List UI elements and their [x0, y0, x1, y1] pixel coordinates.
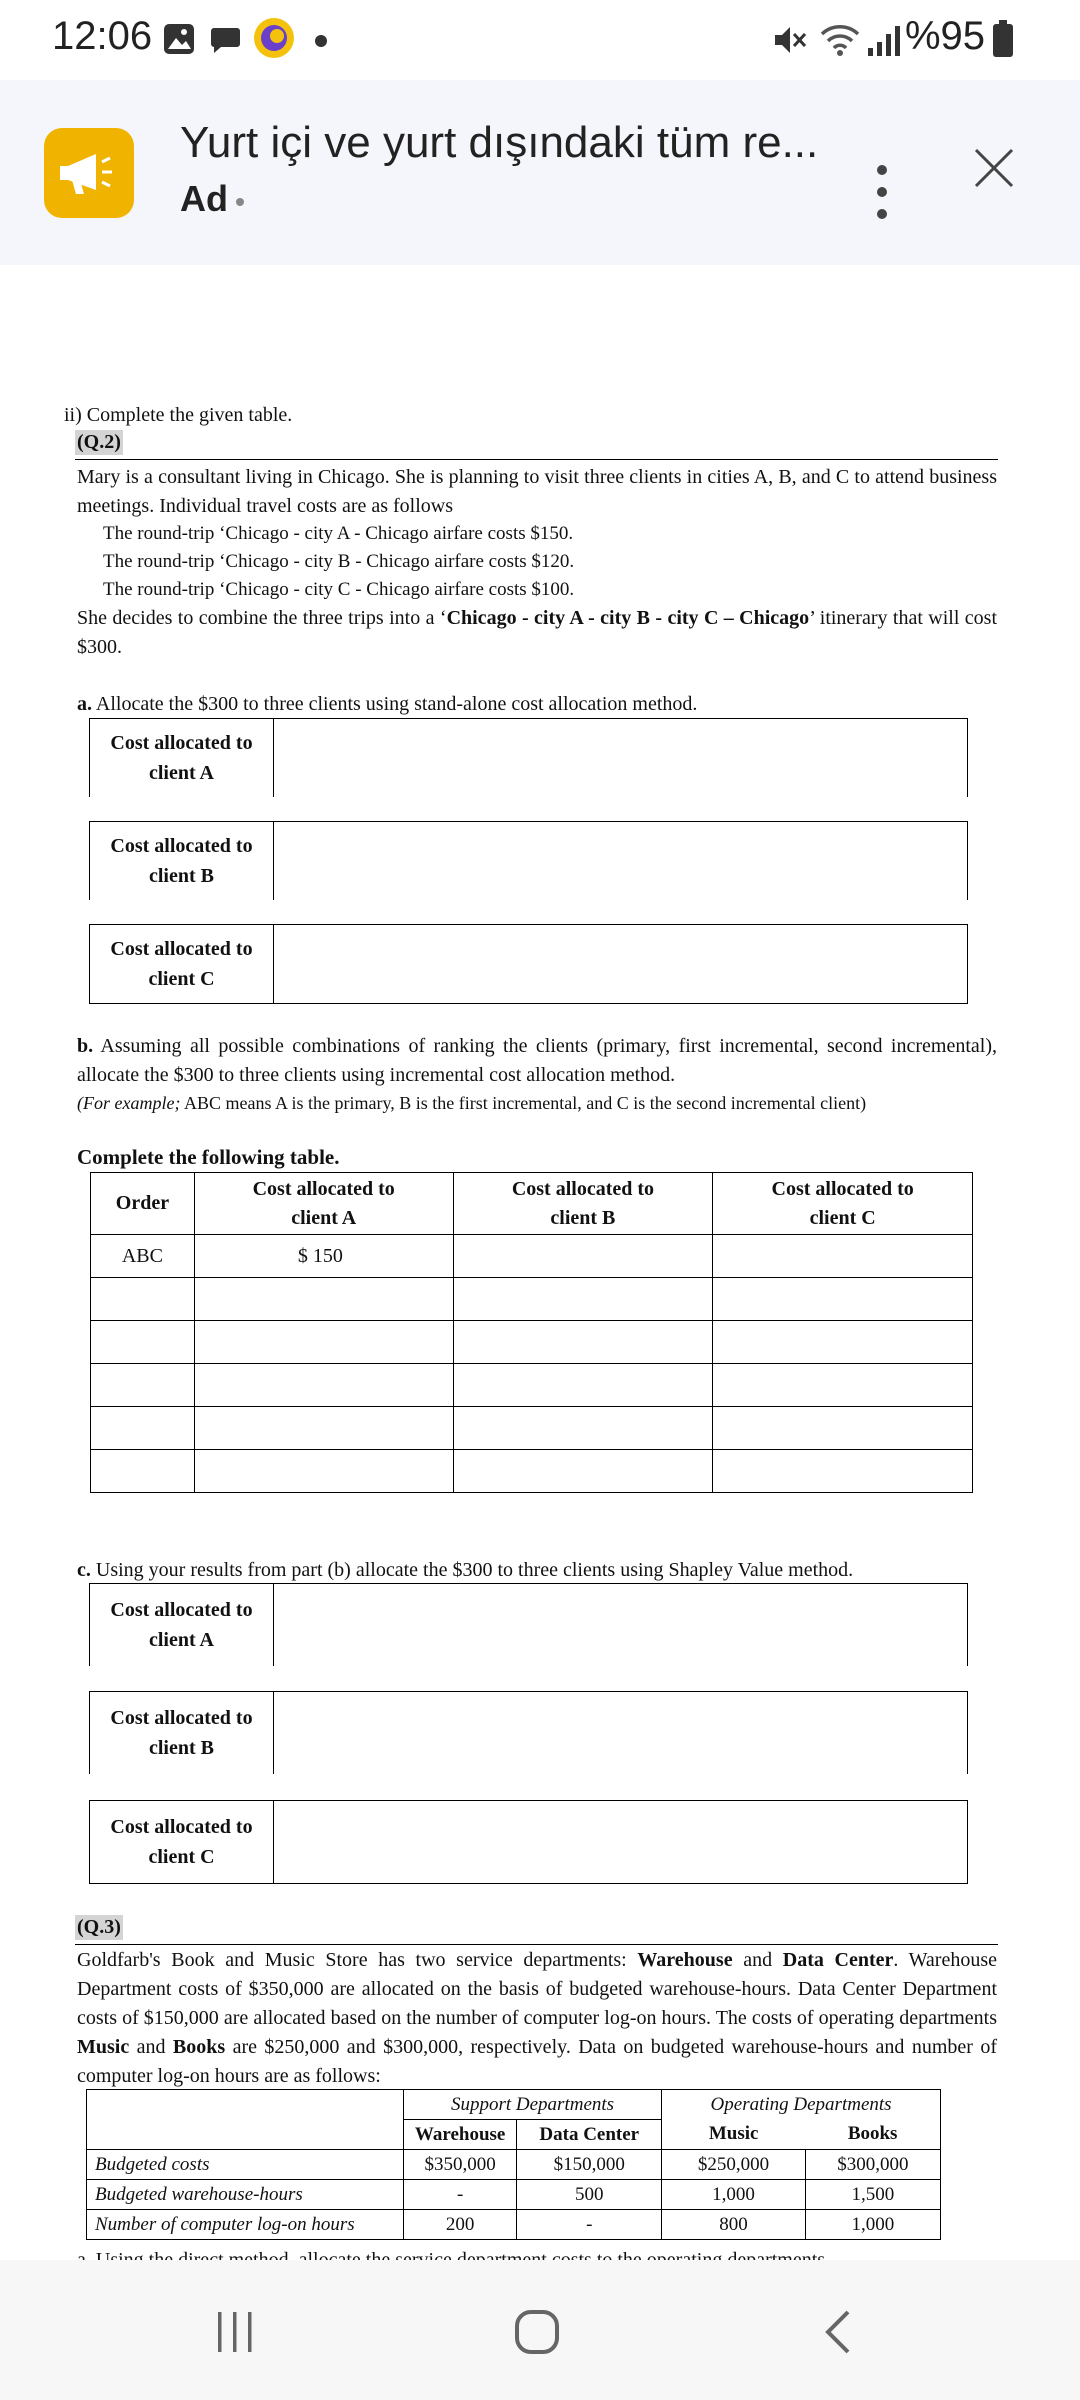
- header-order: Order: [91, 1173, 195, 1235]
- table-cell: 1,000: [662, 2180, 806, 2210]
- table-cell: $150,000: [517, 2150, 662, 2180]
- ad-banner[interactable]: [0, 80, 1080, 266]
- table-cell[interactable]: [91, 1450, 195, 1493]
- battery-icon: [992, 20, 1014, 58]
- table-cell[interactable]: [91, 1278, 195, 1321]
- chat-icon: [208, 22, 242, 56]
- part-c-client-c-box[interactable]: [89, 1800, 968, 1884]
- table-cell: 500: [517, 2180, 662, 2210]
- table-header-row: [91, 1173, 973, 1235]
- col-warehouse: Warehouse: [403, 2120, 516, 2150]
- q3-rule: [75, 1944, 998, 1945]
- dept-column-header-row: [87, 2120, 941, 2150]
- q2-cost-a: The round-trip ‘Chicago - city A - Chicago airfare costs $150.: [103, 523, 574, 544]
- q2-cost-c: The round-trip ‘Chicago - city C - Chicago airfare costs $100.: [103, 579, 575, 600]
- status-time: 12:06: [52, 14, 153, 58]
- part-c-client-b-box[interactable]: [89, 1691, 968, 1774]
- table-cell[interactable]: [453, 1321, 713, 1364]
- ad-label: Ad: [180, 178, 228, 219]
- battery-percent: %95: [904, 14, 985, 58]
- document[interactable]: [0, 265, 1080, 2260]
- megaphone-icon: [44, 128, 134, 218]
- support-departments-header: Support Departments: [403, 2090, 661, 2120]
- table-cell[interactable]: [713, 1364, 973, 1407]
- q3-paragraph: Goldfarb's Book and Music Store has two service departments: Warehouse and Data Center. Warehouse Department costs of $350,000 are allocated on the basis of budgeted warehouse-hours. Data Center Department costs of $150,000 are allocated based on the number of computer log-on hours. The costs of operating departments Music and Books are $250,000 and $300,000, respectively. Data on budgeted warehouse-hours and number of computer log-on hours are as follows:: [77, 1949, 997, 2087]
- department-data-table: [86, 2089, 941, 2240]
- navigation-bar: [0, 2260, 1080, 2400]
- table-cell[interactable]: [453, 1235, 713, 1278]
- table-row[interactable]: [91, 1235, 973, 1278]
- table-cell[interactable]: [453, 1450, 713, 1493]
- col-books: Books: [805, 2120, 940, 2150]
- operating-departments-header: Operating Departments: [662, 2090, 941, 2120]
- table-cell[interactable]: [91, 1364, 195, 1407]
- incremental-allocation-table: [90, 1172, 973, 1493]
- table-cell[interactable]: [91, 1407, 195, 1450]
- row-label: Number of computer log-on hours: [87, 2210, 404, 2240]
- more-options-icon[interactable]: [870, 150, 910, 240]
- q2-intro-paragraph: Mary is a consultant living in Chicago. She is planning to visit three clients in cities A, B, and C to attend business meetings. Individual travel costs are as follows: [77, 466, 997, 517]
- signal-icon: [866, 22, 902, 58]
- header-client-b: Cost allocated to client B: [453, 1173, 713, 1235]
- table-cell: 200: [403, 2210, 516, 2240]
- table-cell[interactable]: [194, 1364, 453, 1407]
- notification-dot-icon: [315, 35, 327, 47]
- ad-title[interactable]: Yurt içi ve yurt dışındaki tüm re...: [180, 118, 819, 167]
- alloc-label-b: Cost allocated to client B: [90, 822, 274, 900]
- part-a-client-c-box[interactable]: [89, 924, 968, 1004]
- row-label: Budgeted warehouse-hours: [87, 2180, 404, 2210]
- table-row[interactable]: [91, 1278, 973, 1321]
- back-icon[interactable]: [822, 2308, 854, 2356]
- table-cell: $350,000: [403, 2150, 516, 2180]
- table-cell: -: [517, 2210, 662, 2240]
- table-cell: -: [403, 2180, 516, 2210]
- table-cell[interactable]: [453, 1278, 713, 1321]
- alloc-label-c: Cost allocated to client C: [90, 925, 274, 1003]
- part-a-question: a. Allocate the $300 to three clients using stand-alone cost allocation method.: [77, 693, 698, 715]
- part-a-client-a-box[interactable]: [89, 718, 968, 797]
- table-cell[interactable]: [713, 1450, 973, 1493]
- q2-rule: [75, 459, 998, 460]
- close-ad-icon[interactable]: [970, 144, 1018, 192]
- alloc-label-a: Cost allocated to client A: [90, 719, 274, 797]
- complete-table-heading: Complete the following table.: [77, 1145, 340, 1169]
- table-row[interactable]: [91, 1450, 973, 1493]
- table-cell[interactable]: [194, 1278, 453, 1321]
- table-row: [87, 2150, 941, 2180]
- header-client-a: Cost allocated to client A: [194, 1173, 453, 1235]
- row-label: Budgeted costs: [87, 2150, 404, 2180]
- ad-logo[interactable]: [44, 128, 134, 218]
- mute-icon: [772, 22, 808, 58]
- table-cell[interactable]: $ 150: [194, 1235, 453, 1278]
- wifi-icon: [818, 22, 862, 58]
- gallery-icon: [162, 22, 196, 56]
- table-cell: 800: [662, 2210, 806, 2240]
- table-row: [87, 2180, 941, 2210]
- alloc-label-a: Cost allocated to client A: [90, 1584, 274, 1666]
- table-cell[interactable]: [713, 1407, 973, 1450]
- table-row[interactable]: [91, 1364, 973, 1407]
- q3-badge: (Q.3): [77, 1916, 121, 1938]
- table-cell[interactable]: [713, 1278, 973, 1321]
- part-a-client-b-box[interactable]: [89, 821, 968, 900]
- alloc-label-c: Cost allocated to client C: [90, 1801, 274, 1883]
- table-cell[interactable]: [91, 1321, 195, 1364]
- table-cell: $300,000: [805, 2150, 940, 2180]
- table-cell[interactable]: [194, 1321, 453, 1364]
- table-cell[interactable]: [453, 1407, 713, 1450]
- part-c-client-a-box[interactable]: [89, 1583, 968, 1666]
- dept-group-header-row: [87, 2090, 941, 2120]
- table-row: [87, 2210, 941, 2240]
- table-cell[interactable]: [713, 1321, 973, 1364]
- table-cell[interactable]: [713, 1235, 973, 1278]
- ad-label-dot: [236, 198, 244, 206]
- status-bar: [0, 0, 1080, 80]
- q2-cost-b: The round-trip ‘Chicago - city B - Chicago airfare costs $120.: [103, 551, 575, 572]
- part-c-question: c. Using your results from part (b) allocate the $300 to three clients using Shapley Value method.: [77, 1559, 854, 1581]
- col-music: Music: [662, 2120, 806, 2150]
- intro-text: ii) Complete the given table.: [64, 404, 293, 426]
- alloc-label-b: Cost allocated to client B: [90, 1692, 274, 1774]
- part-b-example: (For example; ABC means A is the primary, B is the first incremental, and C is the second incremental client): [77, 1093, 867, 1113]
- table-cell: 1,000: [805, 2210, 940, 2240]
- q2-itinerary-paragraph: She decides to combine the three trips into a ‘Chicago - city A - city B - city C – Chicago’ itinerary that will cost $300.: [77, 607, 998, 658]
- home-icon[interactable]: [513, 2308, 561, 2356]
- q2-badge: (Q.2): [77, 431, 121, 453]
- table-cell[interactable]: ABC: [91, 1235, 195, 1278]
- header-client-c: Cost allocated to client C: [713, 1173, 973, 1235]
- recent-apps-icon[interactable]: [214, 2310, 256, 2354]
- app-notification-icon: [252, 16, 296, 60]
- table-cell[interactable]: [453, 1364, 713, 1407]
- table-cell: $250,000: [662, 2150, 806, 2180]
- table-row[interactable]: [91, 1407, 973, 1450]
- part-b-question: b. Assuming all possible combinations of ranking the clients (primary, first incremental, second incremental), allocate the $300 to three clients using incremental cost allocation method.: [77, 1035, 997, 1086]
- col-data-center: Data Center: [517, 2120, 662, 2150]
- table-cell[interactable]: [194, 1450, 453, 1493]
- table-cell: 1,500: [805, 2180, 940, 2210]
- table-cell[interactable]: [194, 1407, 453, 1450]
- table-row[interactable]: [91, 1321, 973, 1364]
